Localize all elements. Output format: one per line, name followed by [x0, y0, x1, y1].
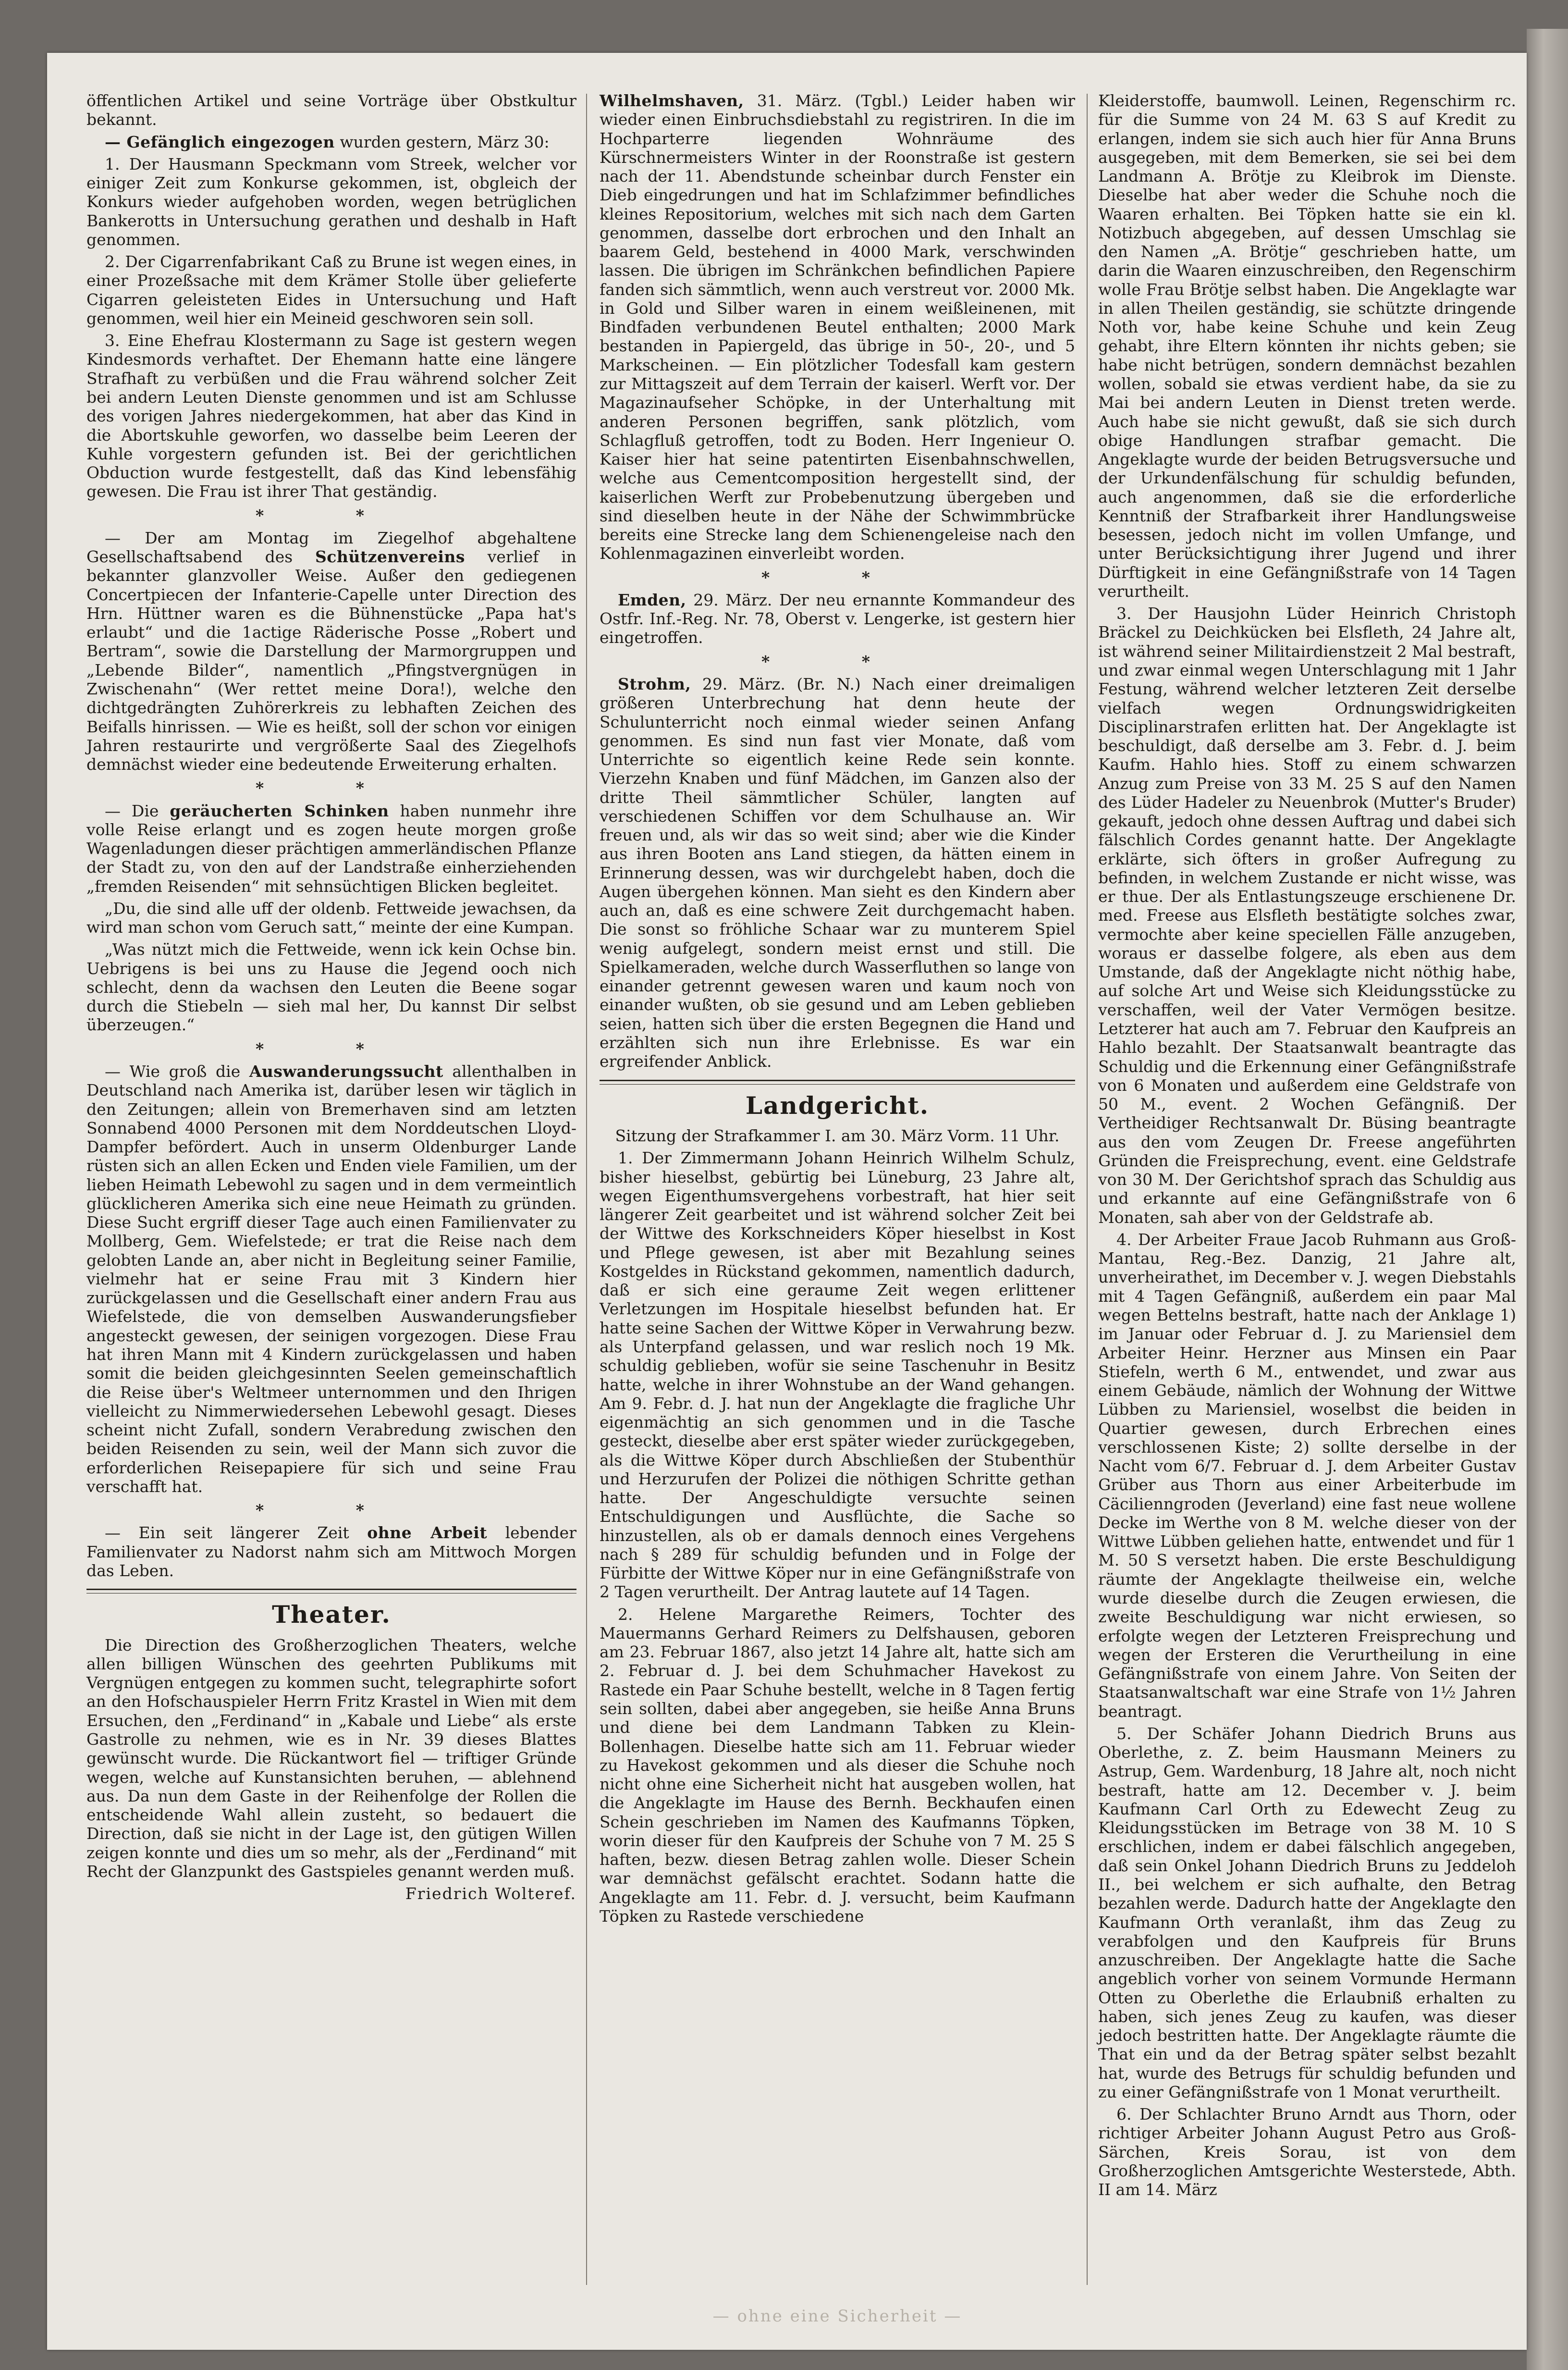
- article-text: 29. März. (Br. N.) Nach einer dreimaligen größeren Unterbrechung hat denn heute der Schulunterricht noch einmal wieder seinen Anfang genommen. Es sind nun fast vier Monate, daß vom Unterrichte so eigentlich keine Rede sein konnte. Vierzehn Knaben und fünf Mädchen, im Ganzen also der dritte Theil sämmtlicher Schüler, langten auf verschiedenen Schiffen vor dem Schulhause an. Wir freuen und, als wir das so weit sind; aber wie die Kinder aus ihren Booten ans Land stiegen, da hätten einem in Erinnerung dessen, was wir durchgelebt haben, doch die Augen übergehen können. Man sieht es den Kindern aber auch an, daß es eine schwere Zeit durchgemacht haben. Die sonst so fröhliche Schaar war zu munterem Spiel wenig aufgelegt, sondern meist ernst und still. Die Spielkameraden, welche durch Wasserfluthen so lange von einander getrennt gewesen waren und kaum noch von einander wußten, ob sie gesund und am Leben geblieben seien, hatten sich über die ersten Begegnen die Hand und erzählten sich nun ihre Erlebnisse. Es war ein ergreifender Anblick.: [600, 674, 1075, 1071]
- column-3: [1098, 91, 1516, 2202]
- section-rule: [600, 1080, 1075, 1081]
- article-strohm: [600, 675, 1075, 1071]
- article-theater: Die Direction des Großherzoglichen Theaters, welche allen billigen Wünschen des geehrten Publikums mit Vergnügen entgegen zu kommen sucht, telegraphirte sofort an den Hofschauspieler Herrn Fritz Krastel in Wien mit dem Ersuchen, den „Ferdinand“ in „Kabale und Liebe“ als erste Gastrolle zu nehmen, wie es in Nr. 39 dieses Blattes gewünscht wurde. Die Rückantwort fiel — triftiger Gründe wegen, welche auf Kunstansichten beruhen, — ablehnend aus. Da nun dem Gaste in der Reihenfolge der Rollen die entscheidende Wahl allein zusteht, so bedauert die Direction, daß sie nicht in der Lage ist, den gütigen Willen zeigen konnte und dies um so mehr, als der „Ferdinand“ mit Recht der Glanzpunkt des Gastspieles genannt werden muß.: [86, 1635, 576, 1881]
- faded-bleedthrough-text: — ohne eine Sicherheit —: [712, 2307, 962, 2326]
- court-case-4: 4. Der Arbeiter Fraue Jacob Ruhmann aus Groß-Mantau, Reg.-Bez. Danzig, 21 Jahre alt, unverheirathet, im December v. J. wegen Diebstahls mit 4 Tagen Gefängniß, außerdem ein paar Mal wegen Bettelns bestraft, hatte nach der Anklage 1) im Januar oder Februar d. J. zu Mariensiel dem Arbeiter Heinr. Herzner aus Minsen ein Paar Stiefeln, werth 6 M., entwendet, und zwar aus einem Gebäude, nämlich der Wohnung der Wittwe Lübben zu Mariensiel, woselbst die beiden in Quartier gewesen, durch Erbrechen eines verschlossenen Kiste; 2) sollte derselbe in der Nacht vom 6/7. Februar d. J. dem Arbeiter Gustav Grüber aus Thorn aus einer Arbeiterbude im Cäcilienngroden (Jeverland) eine fast neue wollene Decke im Werthe von 8 M. welche dieser von der Wittwe Lübben geliehen hatte, entwendet und für 1 M. 50 S versetzt haben. Die erste Beschuldigung räumte der Angeklagte theilweise ein, welche wurde dieselbe durch die Zeugen erwiesen, die zweite Beschuldigung war nicht erwiesen, so erfolgte wegen der Letzteren Freisprechung und wegen der Ersteren die Verurtheilung in eine Gefängnißstrafe von einem Jahre. Von Seiten der Staatsanwaltschaft war eine Strafe von 1½ Jahren beantragt.: [1098, 1230, 1516, 1721]
- court-case-1: 1. Der Zimmermann Johann Heinrich Wilhelm Schulz, bisher hieselbst, gebürtig bei Lüneburg, 23 Jahre alt, wegen Eigenthumsvergehens vorbestraft, hat hier seit längerer Zeit gearbeitet und ist während solcher Zeit bei der Wittwe des Korkschneiders Köper hieselbst in Kost und Pflege gewesen, ist aber mit Bezahlung seines Kostgeldes in Rückstand gekommen, namentlich dadurch, daß er sich eine geraume Zeit wegen erlittener Verletzungen im Hospitale hieselbst befunden hat. Er hatte seine Sachen der Wittwe Köper in Verwahrung bezw. als Unterpfand gelassen, und war reslich noch 19 Mk. schuldig geblieben, wofür sie seine Taschenuhr in Besitz hatte, welche in ihrer Wohnstube an der Wand gehangen. Am 9. Febr. d. J. hat nun der Angeklagte die fragliche Uhr eigenmächtig an sich genommen und in die Tasche gesteckt, dieselbe aber erst später wieder zurückgegeben, als die Wittwe Köper durch Abschließen der Stubenthür und Herzurufen der Polizei die nöthigen Schritte gethan hatte. Der Angeschuldigte versuchte seinen Entschuldigungen und Ausflüchte, die Sache so hinzustellen, als ob er damals dennoch eines Vergehens nach § 289 für schuldig befunden und in Folge der Fürbitte der Wittwe Köper nur in eine Gefängnißstrafe von 2 Tagen verurtheilt. Der Antrag lautete auf 14 Tagen.: [600, 1148, 1075, 1602]
- section-separator-stars: * *: [761, 652, 913, 671]
- article-schinken: [86, 802, 576, 896]
- article-text: 31. März. (Tgbl.) Leider haben wir wieder einen Einbruchsdiebstahl zu registriren. In die im Hochparterre liegenden Wohnräume des Kürschnermeisters Winter in der Roonstraße ist gestern nach der 11. Abendstunde scheinbar durch Fenster ein Dieb eingedrungen und hat im Schlafzimmer befindliches kleines Repositorium, welches mit sich nach dem Garten genommen, dasselbe dort erbrochen und den Inhalt an baarem Geld, bestehend in 4000 Mark, verschwinden lassen. Die übrigen im Schränkchen befindlichen Papiere fanden sich sämmtlich, wenn auch verstreut vor. 2000 Mk. in Gold und Silber waren in einem weißleinenen, mit Bindfaden verbundenen Beutel enthalten; 2000 Mark bestanden in Papiergeld, das übrige in 50-, 20-, und 5 Markscheinen. — Ein plötzlicher Todesfall kam gestern zur Mittagszeit auf dem Terrain der kaiserl. Werft vor. Der Magazinaufseher Schöpke, in der Unterhaltung mit anderen Personen begriffen, sank plötzlich, vom Schlagfluß getroffen, todt zu Boden. Herr Ingenieur O. Kaiser hier hat seine patentirten Eisenbahnschwellen, welche aus Cementcomposition hergestellt sind, der kaiserlichen Werft zur Probebenutzung übergeben und sind dieselben heute in der Nähe der Schwimmbrücke bereits eine Strecke lang dem Schienengeleise nach den Kohlenmagazinen einverleibt worden.: [600, 91, 1075, 563]
- article-text: 29. März. Der neu ernannte Kommandeur des Ostfr. Inf.-Reg. Nr. 78, Oberst v. Lengerke, ist gestern hier eingetroffen.: [600, 590, 1075, 647]
- article-text: — Die: [105, 801, 170, 820]
- column-1: [86, 91, 576, 1903]
- article-headline: Auswanderungssucht: [249, 1062, 443, 1081]
- article-text: allenthalben in Deutschland nach Amerika ist, darüber lesen wir täglich in den Zeitungen; allein von Bremerhaven sind am letzten Sonnabend 4000 Personen mit dem Norddeutschen Lloyd-Dampfer befördert. Auch in unserm Oldenburger Lande rüsten sich an allen Ecken und Enden viele Familien, um der lieben Heimath Lebewohl zu sagen und in dem vermeintlich glücklicheren Amerika sich eine neue Heimath zu gründen. Diese Sucht ergriff dieser Tage auch einen Familienvater zu Mollberg, Gem. Wiefelstede; er trat die Reise nach dem gelobten Lande an, aber nicht in Begleitung seiner Familie, vielmehr hat er seine Frau mit 3 Kindern hier zurückgelassen und die Gesellschaft einer andern Frau aus Wiefelstede, die von demselben Auswanderungsfieber angesteckt gewesen, der seinigen vorgezogen. Diese Frau hat ihren Mann mit 4 Kindern zurückgelassen und haben somit die beiden gleichgesinnten Seelen gemeinschaftlich die Reise über's Weltmeer unternommen und den Ihrigen vielleicht zu Nimmerwiedersehen Lebewohl gesagt. Dieses scheint nicht Zufall, sondern Verabredung zwischen den beiden Reisenden zu sein, weil der Mann sich zuvor die erforderlichen Reisepapiere für sich und seine Frau verschafft hat.: [86, 1062, 576, 1496]
- article-text: — Wie groß die: [105, 1062, 249, 1081]
- section-rule: [86, 1589, 576, 1590]
- article-headline: Schützenvereins: [315, 547, 465, 567]
- page-edge-shadow: [1527, 29, 1568, 2370]
- article-paragraph: öffentlichen Artikel und seine Vorträge über Obstkultur bekannt.: [86, 91, 576, 129]
- article-text: haben nunmehr ihre volle Reise erlangt und es zogen heute morgen große Wagenladungen dieser prächtigen ammerländischen Pflanze der Stadt zu, von den auf der Landstraße einherziehenden „fremden Reisenden“ mit sehnsüchtigen Blicken begleitet.: [86, 801, 577, 896]
- section-separator-stars: * *: [255, 506, 407, 525]
- article-paragraph: 1. Der Hausmann Speckmann vom Streek, welcher vor einiger Zeit zum Konkurse gekommen, ist, obgleich der Konkurs wieder aufgehoben worden, wegen betrüglichen Bankerotts in Untersuchung gerathen und deshalb in Haft genommen.: [86, 154, 576, 249]
- court-case-6: 6. Der Schlachter Bruno Arndt aus Thorn, oder richtiger Arbeiter Johann August Petro aus Groß-Särchen, Kreis Sorau, ist von dem Großherzoglichen Amtsgerichte Westerstede, Abth. II am 14. März: [1098, 2105, 1516, 2199]
- section-rule-thin: [600, 1084, 1075, 1085]
- section-title-landgericht: Landgericht.: [745, 1091, 930, 1120]
- court-case-5: 5. Der Schäfer Johann Diedrich Bruns aus Oberlethe, z. Z. beim Hausmann Meiners zu Astrup, Gem. Wardenburg, 18 Jahre alt, noch nicht bestraft, hatte am 12. December v. J. beim Kaufmann Carl Orth zu Edewecht Zeug zu Kleidungsstücken im Betrage von 38 M. 10 S erschlichen, indem er dabei fälschlich angegeben, daß sein Onkel Johann Diedrich Bruns zu Jeddeloh II., bei welchem er sich aufhalte, den Betrag bezahlen werde. Dadurch hatte der Angeklagte den Kaufmann Orth veranlaßt, ihm das Zeug zu verabfolgen und den Kaufpreis für Bruns anzuschreiben. Der Angeklagte hatte die Sache angeblich vorher von seinem Vormunde Hermann Otten zu Oberlethe die Erlaubniß erhalten zu haben, sich jenes Zeug zu kaufen, was dieser jedoch bestritten hatte. Der Angeklagte räumte die That ein und da der Betrag später selbst bezahlt hat, wurde des Betrugs für schuldig befunden und zu einer Gefängnißstrafe von 1 Monat verurtheilt.: [1098, 1724, 1516, 2101]
- column-divider-1: [586, 94, 587, 2285]
- newspaper-page: [47, 53, 1527, 2350]
- article-auswanderung: [86, 1062, 576, 1496]
- article-text: verlief in bekannter glanzvoller Weise. Außer den gediegenen Concertpiecen der Infanterie-Capelle unter Direction des Hrn. Hüttner waren es die Bühnenstücke „Papa hat's erlaubt“ und die 1actige Räderische Posse „Robert und Bertram“, sowie die Darstellung der Marmorgruppen und „Lebende Bilder“, namentlich „Pfingstvergnügen in Zwischenahn“ (Wer rettet meine Dora!), welche den dichtgedrängten Zuhörerkreis zu lebhaften Zeichen des Beifalls hinrissen. — Wie es heißt, soll der schon vor einigen Jahren restaurirte und vergrößerte Saal des Ziegelhofs demnächst wieder eine bedeutende Erweiterung erhalten.: [86, 547, 576, 774]
- article-headline: geräucherten Schinken: [170, 801, 389, 820]
- court-session-intro: Sitzung der Strafkammer I. am 30. März Vorm. 11 Uhr.: [615, 1126, 1060, 1146]
- article-wilhelmshaven: [600, 91, 1075, 563]
- court-case-2: 2. Helene Margarethe Reimers, Tochter des Mauermanns Gerhard Reimers zu Delfshausen, geboren am 23. Februar 1867, also jetzt 14 Jahre alt, hatte sich am 2. Februar d. J. bei dem Schuhmacher Havekost zu Rastede ein Paar Schuhe bestellt, welche in 8 Tagen fertig sein sollten, dabei aber angegeben, sie heiße Anna Bruns und diene bei dem Landmann Tabken zu Klein-Bollenhagen. Dieselbe hatte sich am 11. Februar wieder zu Havekost gekommen und als dieser die Schuhe noch nicht ohne eine Sicherheit nicht hat ausgeben wollen, hat die Angeklagte im Hause des Bernh. Beckhaufen einen Schein geschrieben im Namen des Kaufmanns Töpken, worin dieser für den Kaufpreis der Schuhe von 7 M. 25 S haften, bezw. diesen Betrag zahlen wolle. Dieser Schein war demnächst gefälscht erachtet. Sodann hatte die Angeklagte am 11. Febr. d. J. versucht, beim Kaufmann Töpken zu Rastede verschiedene: [600, 1605, 1075, 1926]
- section-separator-stars: * *: [761, 568, 913, 587]
- author-signature: Friedrich Wolteref.: [405, 1884, 576, 1903]
- section-title-theater: Theater.: [272, 1600, 391, 1629]
- article-paragraph: 3. Eine Ehefrau Klostermann zu Sage ist gestern wegen Kindesmords verhaftet. Der Ehemann hatte eine längere Strafhaft zu verbüßen und die Frau während solcher Zeit bei andern Leuten Dienste genommen und ist am Schlusse des vorigen Jahres niedergekommen, hat aber das Kind in die Abortskuhle geworfen, wo dasselbe beim Leeren der Kuhle vorgestern gefunden ist. Bei der gerichtlichen Obduction wurde festgestellt, daß das Kind lebensfähig gewesen. Die Frau ist ihrer That geständig.: [86, 331, 576, 501]
- article-text: — Der am Montag im Ziegelhof abgehaltene Gesellschaftsabend des: [86, 528, 576, 567]
- column-2: [600, 91, 1075, 1929]
- article-gefaenglich: [86, 133, 576, 151]
- article-paragraph: „Was nützt mich die Fettweide, wenn ick kein Ochse bin. Uebrigens is bei uns zu Hause die Jegend ooch nich schlecht, denn da wachsen den Leuten die Beene sogar durch die Stiebeln — sieh mal her, Du kannst Dir selbst überzeugen.“: [86, 940, 576, 1035]
- article-headline: ohne Arbeit: [367, 1523, 488, 1543]
- court-case-2-cont: Kleiderstoffe, baumwoll. Leinen, Regenschirm rc. für die Summe von 24 M. 63 S auf Kredit zu erlangen, indem sie sich auch hier für Anna Bruns ausgegeben, mit dem Bemerken, sie sei bei dem Landmann A. Brötje zu Kleibrok im Dienste. Dieselbe hat aber weder die Schuhe noch die Waaren erhalten. Bei Töpken hatte sie ein kl. Notizbuch abgegeben, auf dessen Umschlag sie den Namen „A. Brötje“ geschrieben hatte, um darin die Waaren einzuschreiben, den Regenschirm wolle Frau Brötje selbst haben. Die Angeklagte war in allen Theilen geständig, sie schützte dringende Noth vor, habe keine Schuhe und kein Zeug gehabt, ihre Eltern könnten ihr nichts geben; sie habe nicht betrügen, sondern demnächst bezahlen wollen, sobald sie etwas verdient habe, da sie zu Mai bei andern Leuten in Dienst treten werde. Auch habe sie nicht gewußt, daß sie sich durch obige Handlungen strafbar gemacht. Die Angeklagte wurde der beiden Betrugsversuche und der Urkundenfälschung für schuldig befunden, auch angenommen, daß sie die erforderliche Kenntniß der Strafbarkeit ihrer Handlungsweise besessen, jedoch nicht im vollen Umfange, und unter Berücksichtigung ihrer Jugend und ihrer Dürftigkeit in eine Gefängnißstrafe von 14 Tagen verurtheilt.: [1098, 91, 1516, 601]
- article-dateline: Emden,: [618, 590, 686, 609]
- article-emden: [600, 591, 1075, 647]
- article-ohne-arbeit: [86, 1523, 576, 1580]
- article-schuetzenverein: [86, 529, 576, 774]
- article-paragraph: 2. Der Cigarrenfabrikant Caß zu Brune ist wegen eines, in einer Prozeßsache mit dem Krämer Stolle über gelieferte Cigarren geleisteten Eides in Untersuchung und Haft genommen, weil hier ein Meineid geschworen sein soll.: [86, 252, 576, 328]
- article-text: wurden gestern, März 30:: [334, 132, 550, 151]
- column-divider-2: [1087, 94, 1088, 2285]
- article-dateline: Strohm,: [618, 674, 691, 693]
- section-separator-stars: * *: [255, 778, 407, 798]
- court-case-3: 3. Der Hausjohn Lüder Heinrich Christoph Bräckel zu Deichkücken bei Elsfleth, 24 Jahre alt, ist während seiner Militairdienstzeit 2 Mal bestraft, und zwar einmal wegen Unterschlagung mit 1 Jahr Festung, während welcher letzteren Zeit derselbe vielfach wegen Ordnungswidrigkeiten Disciplinarstrafen erlitten hat. Der Angeklagte ist beschuldigt, daß derselbe am 3. Febr. d. J. beim Kaufm. Hahlo hies. Stoff zu einem schwarzen Anzug zum Preise von 33 M. 25 S auf den Namen des Lüder Hadeler zu Neuenbrok (Mutter's Bruder) gekauft, jedoch ohne dessen Auftrag und dabei sich fälschlich Cordes genannt hatte. Der Angeklagte erklärte, sich öfters in großer Aufregung zu befinden, in welchem Zustande er nicht wisse, was er thue. Der als Entlastungszeuge erschienene Dr. med. Freese aus Elsfleth bestätigte solches zwar, vermochte aber keine speciellen Fälle anzugeben, woraus er dasselbe folgere, als eben aus dem Umstande, daß der Angeklagte nicht nöthig habe, auf solche Art und Weise sich Kleidungsstücke zu verschaffen, weil der Vater Vermögen besitze. Letzterer hat auch am 7. Februar den Kaufpreis an Hahlo bezahlt. Der Staatsanwalt beantragte das Schuldig und die Erkennung einer Gefängnißstrafe von 6 Monaten und außerdem eine Geldstrafe von 50 M., event. 2 Wochen Gefängniß. Der Vertheidiger Rechtsanwalt Dr. Büsing beantragte aus den vom Zeugen Dr. Freese angeführten Gründen die Freisprechung, event. eine Geldstrafe von 30 M. Der Gerichtshof sprach das Schuldig aus und erkannte auf eine Gefängnißstrafe von 6 Monaten, sah aber von der Geldstrafe ab.: [1098, 604, 1516, 1227]
- section-separator-stars: * *: [255, 1501, 407, 1520]
- article-dateline: Wilhelmshaven,: [600, 91, 744, 110]
- article-paragraph: „Du, die sind alle uff der oldenb. Fettweide jewachsen, da wird man schon vom Geruch satt,“ meinte der eine Kumpan.: [86, 899, 576, 937]
- article-text: lebender Familienvater zu Nadorst nahm sich am Mittwoch Morgen das Leben.: [86, 1523, 576, 1580]
- article-text: — Ein seit längerer Zeit: [105, 1523, 368, 1543]
- article-headline: — Gefänglich eingezogen: [105, 132, 335, 151]
- section-separator-stars: * *: [255, 1039, 407, 1058]
